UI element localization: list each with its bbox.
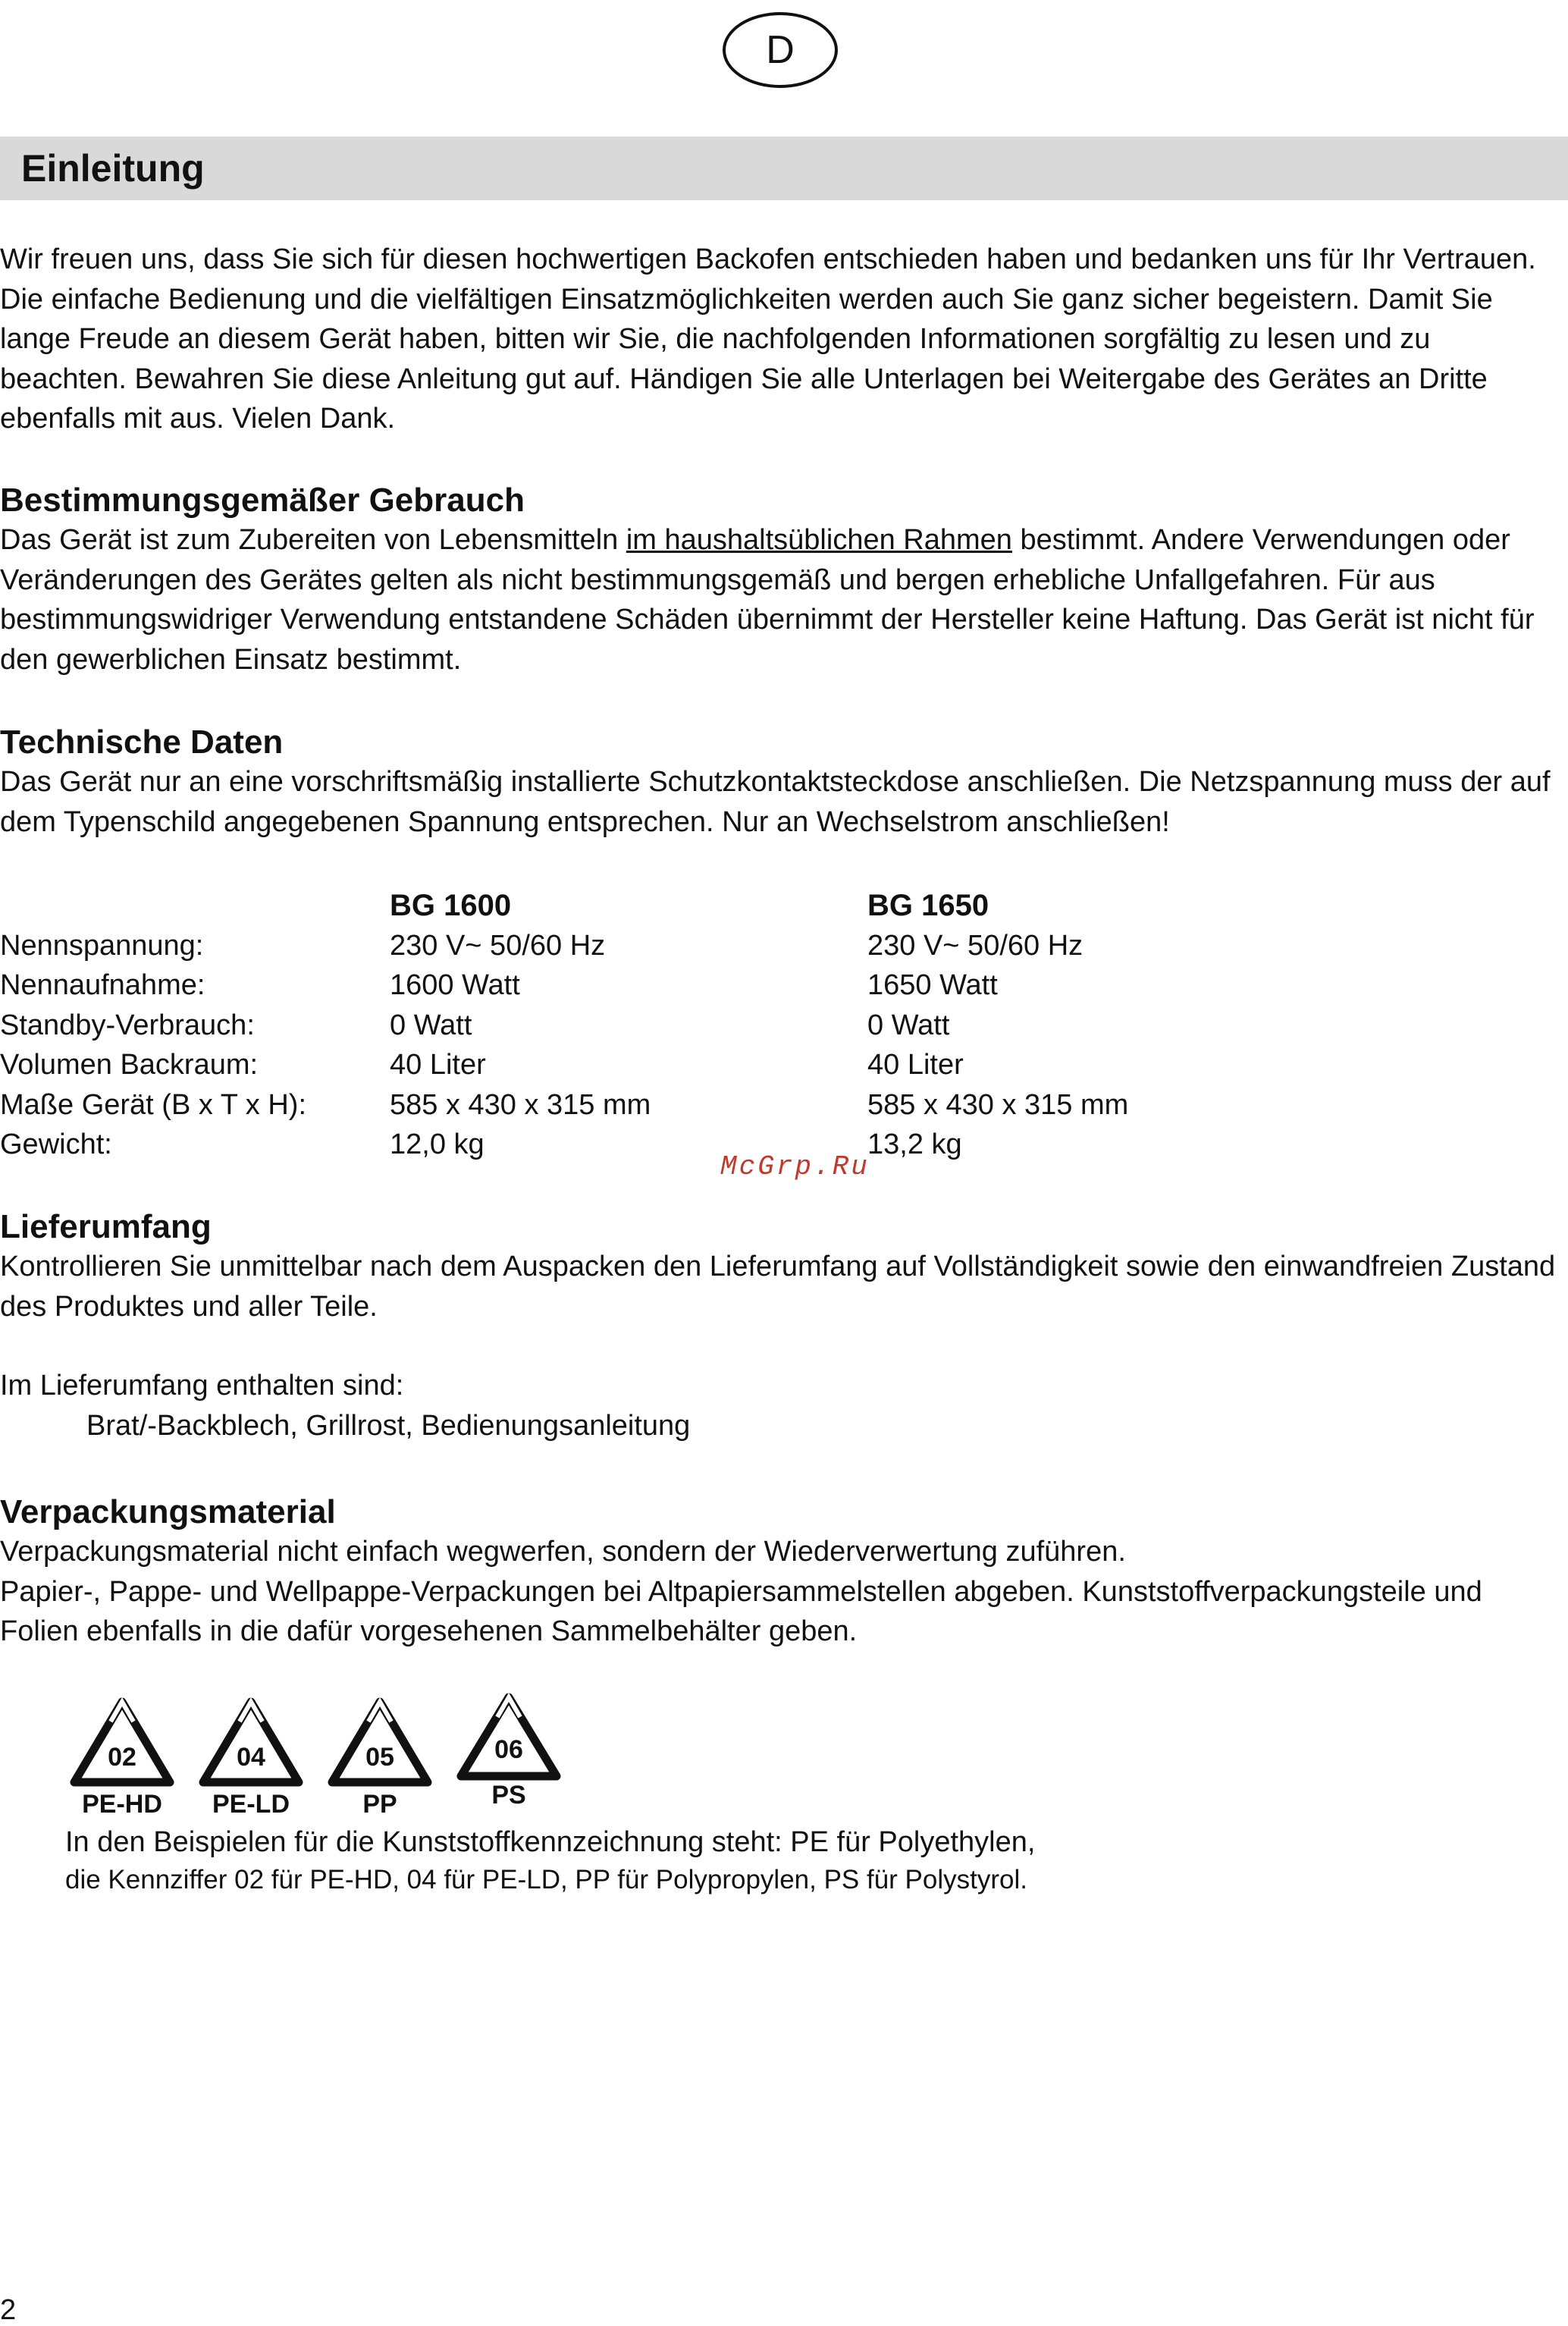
spec-label: Nennaufnahme:: [0, 969, 205, 1001]
spec-value-1: 12,0 kg: [390, 1128, 485, 1160]
spec-value-1: 40 Liter: [390, 1049, 486, 1081]
spec-value-2: 1650 Watt: [867, 969, 998, 1001]
recycle-number: 04: [237, 1743, 265, 1772]
packaging-line-1: Verpackungsmaterial nicht einfach wegwerfen, sondern der Wiederverwertung zuführen.: [0, 1536, 1126, 1568]
included-items: Brat/-Backblech, Grillrost, Bedienungsanleitung: [86, 1409, 691, 1442]
recycle-number: 06: [494, 1735, 523, 1764]
spec-value-2: 230 V~ 50/60 Hz: [867, 929, 1083, 962]
recycle-code: PP: [362, 1790, 397, 1819]
spec-value-2: 13,2 kg: [867, 1128, 962, 1160]
spec-value-1: 230 V~ 50/60 Hz: [390, 929, 606, 962]
spec-label: Nennspannung:: [0, 929, 204, 962]
spec-value-2: 585 x 430 x 315 mm: [867, 1088, 1129, 1121]
spec-row: [0, 965, 1562, 1006]
model-1-header: BG 1600: [390, 889, 512, 922]
tech-section: [0, 723, 1562, 842]
language-badge: D: [723, 12, 838, 88]
usage-text-before: Das Gerät ist zum Zubereiten von Lebensmitteln: [0, 524, 626, 556]
caption-line-1: In den Beispielen für die Kunststoffkennzeichnung steht: PE für Polyethylen,: [65, 1826, 1036, 1858]
recycle-number: 02: [108, 1743, 136, 1772]
usage-text: [0, 520, 1562, 680]
spec-row: [0, 1085, 1562, 1125]
recycle-triangle-icon: [323, 1691, 437, 1820]
spec-label: Volumen Backraum:: [0, 1049, 259, 1081]
recycle-number: 05: [365, 1743, 394, 1772]
recycle-code: PS: [491, 1781, 526, 1810]
delivery-section: [0, 1207, 1562, 1446]
recycle-code: PE-LD: [212, 1790, 290, 1819]
tech-heading: Technische Daten: [0, 724, 284, 761]
recycle-caption: [65, 1823, 1506, 1899]
spec-value-1: 585 x 430 x 315 mm: [390, 1088, 651, 1121]
spec-value-1: 1600 Watt: [390, 969, 520, 1001]
packaging-line-2: Papier-, Pappe- und Wellpappe-Verpackungen bei Altpapiersammelstellen abgeben. Kunststoffverpackungsteile und Folien ebenfalls in die dafür vorgesehenen Sammelbehälter geben.: [0, 1575, 1482, 1647]
delivery-heading: Lieferumfang: [0, 1208, 212, 1245]
usage-text-after: bestimmt. Andere Verwendungen oder Veränderungen des Gerätes gelten als nicht bestimmungsgemäß und bergen erhebliche Unfallgefahren. Für aus bestimmungswidriger Verwendung entstandene Schäden übernimmt der Hersteller keine Haftung. Das Gerät ist nicht für den gewerblichen Einsatz bestimmt.: [0, 524, 1535, 676]
recycle-symbols: [65, 1691, 596, 1820]
spec-label: Maße Gerät (B x T x H):: [0, 1088, 307, 1121]
page-number: 2: [0, 2294, 17, 2326]
spec-value-1: 0 Watt: [390, 1009, 472, 1041]
spec-table: [0, 886, 1562, 1165]
included-label: Im Lieferumfang enthalten sind:: [0, 1370, 404, 1402]
packaging-section: [0, 1493, 1562, 1652]
caption-line-2: die Kennziffer 02 für PE-HD, 04 für PE-LD, PP für Polypropylen, PS für Polystyrol.: [65, 1865, 1027, 1894]
intro-text: Wir freuen uns, dass Sie sich für diesen hochwertigen Backofen entschieden haben und bedanken uns für Ihr Vertrauen. Die einfache Bedienung und die vielfältigen Einsatzmöglichkeiten werden auch Sie ganz sicher begeistern. Damit Sie lange Freude an diesem Gerät haben, bitten wir Sie, die nachfolgenden Informationen sorgfältig zu lesen und zu beachten. Bewahren Sie diese Anleitung gut auf. Händigen Sie alle Unterlagen bei Weitergabe des Gerätes an Dritte ebenfalls mit aus. Vielen Dank.: [0, 243, 1536, 435]
spec-value-2: 40 Liter: [867, 1049, 964, 1081]
recycle-code: PE-HD: [82, 1790, 162, 1819]
title-bar: [0, 137, 1568, 200]
watermark: McGrp.Ru: [720, 1151, 870, 1182]
spec-row: [0, 1045, 1562, 1085]
packaging-heading: Verpackungsmaterial: [0, 1493, 336, 1530]
delivery-text: Kontrollieren Sie unmittelbar nach dem Auspacken den Lieferumfang auf Vollständigkeit sowie den einwandfreien Zustand des Produktes und aller Teile.: [0, 1251, 1556, 1323]
spec-row: [0, 1006, 1562, 1046]
model-2-header: BG 1650: [867, 889, 989, 922]
spec-value-2: 0 Watt: [867, 1009, 950, 1041]
recycle-triangle-icon: [65, 1691, 179, 1820]
spec-header-row: [0, 886, 1562, 926]
usage-heading: Bestimmungsgemäßer Gebrauch: [0, 482, 525, 519]
recycle-triangle-icon: [452, 1691, 566, 1820]
recycle-triangle-icon: [194, 1691, 308, 1820]
spec-label: Gewicht:: [0, 1128, 112, 1160]
usage-underlined: im haushaltsüblichen Rahmen: [626, 524, 1012, 556]
spec-row: [0, 926, 1562, 966]
usage-section: [0, 481, 1562, 680]
spec-label: Standby-Verbrauch:: [0, 1009, 255, 1041]
intro-section: [0, 240, 1562, 439]
page-title: Einleitung: [21, 147, 205, 190]
tech-text: Das Gerät nur an eine vorschriftsmäßig installierte Schutzkontaktsteckdose anschließen. Die Netzspannung muss der auf dem Typenschild angegebenen Spannung entsprechen. Nur an Wechselstrom anschließen!: [0, 766, 1551, 838]
